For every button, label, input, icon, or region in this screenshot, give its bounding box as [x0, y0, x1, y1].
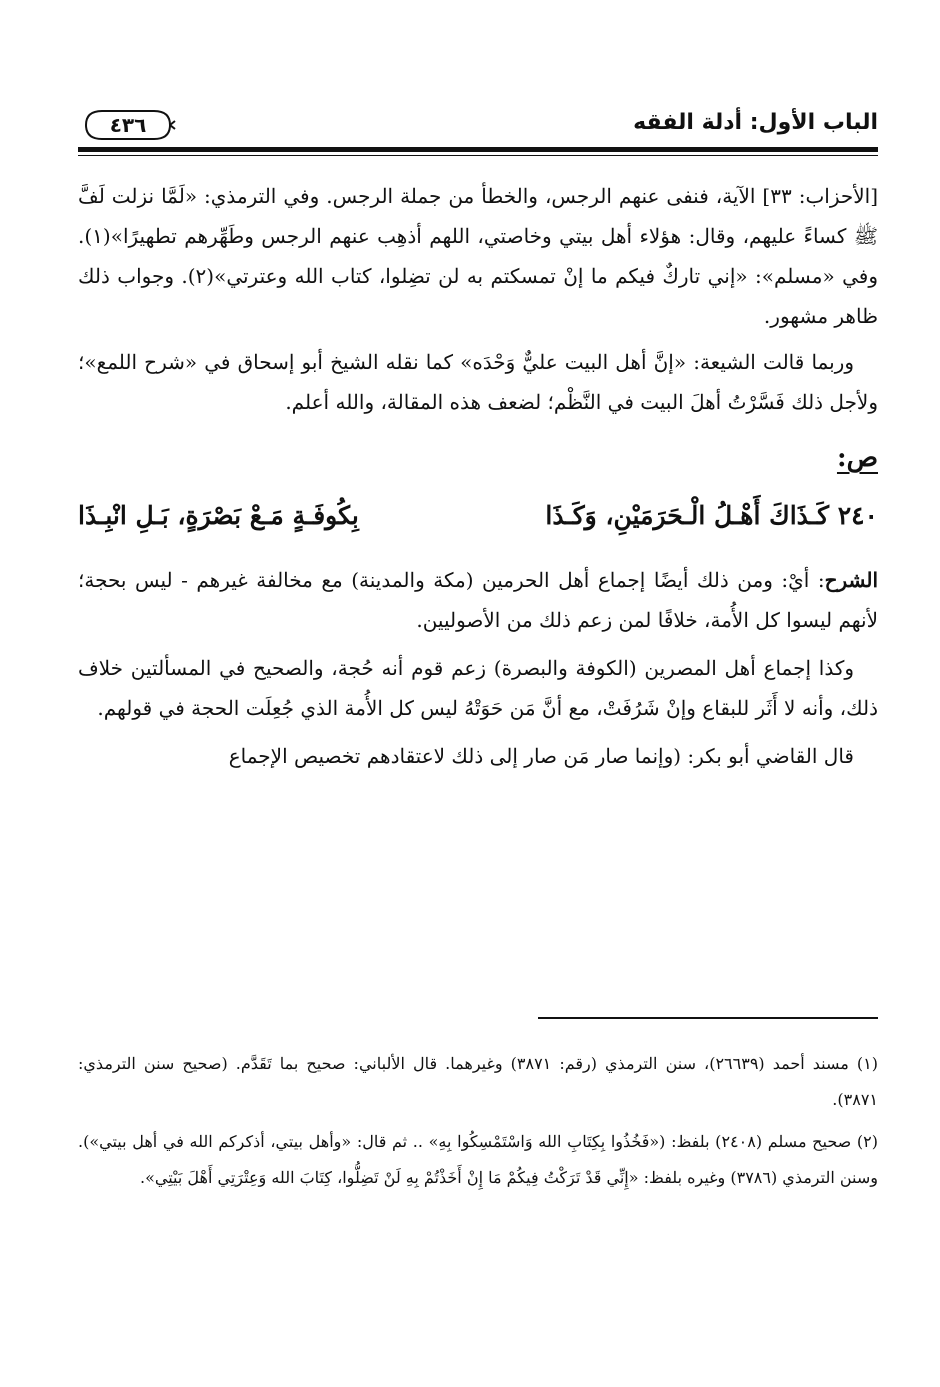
footnote-separator — [538, 1017, 878, 1019]
header-rule-thick — [78, 147, 878, 152]
chapter-title: الباب الأول: أدلة الفقه — [633, 110, 878, 135]
footnote-2: (٢) صحيح مسلم (٢٤٠٨) بلفظ: («فَخُذُوا بِكِتَابِ الله وَاسْتَمْسِكُوا بِهِ» .. ثم قال: «وأهل بيتي، أذكركم الله في أهل بيتي»). وسنن الترمذي (٣٧٨٦) وغيره بلفظ: «إِنِّي قَدْ تَرَكْتُ فِيكُمْ مَا إِنْ أَخَذْتُمْ بِهِ لَنْ تَضِلُّوا، كِتَابَ الله وَعِتْرَتِي أَهْلَ بَيْتِي». — [78, 1132, 879, 1187]
commentary-label: الشرح — [824, 568, 878, 592]
verse-second-hemistich: بِكُوفَـةٍ مَـعْ بَصْرَةٍ، بَـلِ انْبِـذَا — [78, 501, 359, 530]
footnote-1: (١) مسند أحمد (٢٦٦٣٩)، سنن الترمذي (رقم: ٣٨٧١) وغيرهما. قال الألباني: صحيح بما تَقَدَّم. (صحيح سنن الترمذي: ٣٨٧١). — [78, 1054, 878, 1109]
paragraph: قال القاضي أبو بكر: (وإنما صار مَن صار إلى ذلك لاعتقادهم تخصيص الإجماع — [228, 744, 854, 768]
main-text — [78, 176, 878, 776]
header-rule-thin — [78, 155, 878, 156]
paragraph: [الأحزاب: ٣٣] الآية، فنفى عنهم الرجس، والخطأ من جملة الرجس. وفي الترمذي: «لَمَّا نزلت لَفَّ ﷺ كساءً عليهم، وقال: هؤلاء أهل بيتي وخاصتي، اللهم أذهِب عنهم الرجس وطَهِّرهم تطهيرًا»(١). وفي «مسلم»: «إني تاركٌ فيكم ما إنْ تمسكتم به لن تضِلوا، كتاب الله وعترتي»(٢). وجواب ذلك ظاهر مشهور. — [78, 184, 878, 328]
verse-first-hemistich: ٢٤٠ كَـذَاكَ أَهْـلُ الْـحَرَمَيْنِ، وَكَـذَا — [545, 501, 878, 530]
paragraph: وكذا إجماع أهل المصرين (الكوفة والبصرة) زعم قوم أنه حُجة، والصحيح في المسألتين خلاف ذلك، وأنه لا أَثَر للبقاع وإنْ شَرُفَتْ، مع أنَّ مَن حَوَتْهُ ليس كل الأُمة الذي جُعِلَت الحجة في قولهم. — [78, 656, 878, 720]
commentary-text: : أيْ: ومن ذلك أيضًا إجماع أهل الحرمين (مكة والمدينة) مع مخالفة غيرهم - ليس بحجة؛ لأنهم ليسوا كل الأُمة، خلافًا لمن زعم ذلك من الأصوليين. — [78, 568, 878, 632]
commentary-paragraph — [78, 560, 878, 640]
poem-verse — [78, 496, 878, 550]
footnotes — [78, 1046, 878, 1196]
page-header — [78, 108, 878, 148]
page-number-badge — [80, 108, 176, 142]
page-number: ٤٣٦ — [109, 113, 147, 137]
verse-marker: ص: — [836, 443, 878, 473]
paragraph: وربما قالت الشيعة: «إنَّ أهل البيت عليٌّ وَحْدَه» كما نقله الشيخ أبو إسحاق في «شرح اللمع»؛ ولأجل ذلك فَسَّرْتُ أهلَ البيت في النَّظْم؛ لضعف هذه المقالة، والله أعلم. — [78, 350, 878, 414]
